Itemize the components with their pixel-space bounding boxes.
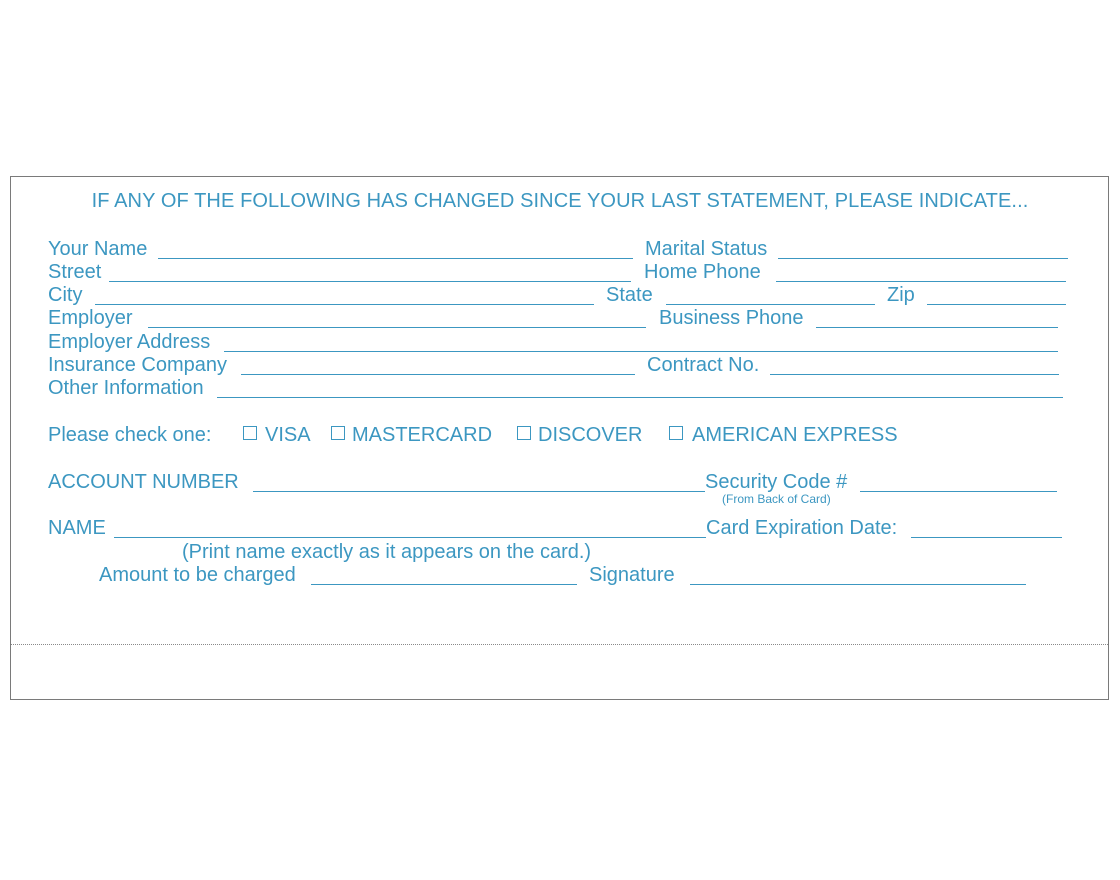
state-label: State (606, 284, 653, 306)
zip-field[interactable] (927, 304, 1066, 305)
security-code-field[interactable] (860, 491, 1057, 492)
street-label: Street (48, 261, 102, 283)
business-phone-label: Business Phone (659, 307, 804, 329)
card-expiration-field[interactable] (911, 537, 1062, 538)
american-express-label: AMERICAN EXPRESS (692, 424, 898, 446)
insurance-company-label: Insurance Company (48, 354, 227, 376)
home-phone-field[interactable] (776, 281, 1066, 282)
employer-label: Employer (48, 307, 133, 329)
form-heading: IF ANY OF THE FOLLOWING HAS CHANGED SINCE YOUR LAST STATEMENT, PLEASE INDICATE... (91, 190, 1029, 212)
your-name-field[interactable] (158, 258, 633, 259)
insurance-company-field[interactable] (241, 374, 635, 375)
contract-no-label: Contract No. (647, 354, 760, 376)
other-information-field[interactable] (217, 397, 1063, 398)
amount-label: Amount to be charged (99, 564, 296, 586)
signature-label: Signature (589, 564, 675, 586)
account-number-label: ACCOUNT NUMBER (48, 471, 239, 493)
business-phone-field[interactable] (816, 327, 1058, 328)
city-field[interactable] (95, 304, 594, 305)
your-name-label: Your Name (48, 238, 148, 260)
zip-label: Zip (887, 284, 915, 306)
security-code-note: (From Back of Card) (722, 492, 831, 506)
card-expiration-label: Card Expiration Date: (706, 517, 898, 539)
discover-checkbox[interactable] (517, 426, 531, 440)
american-express-checkbox[interactable] (669, 426, 683, 440)
home-phone-label: Home Phone (644, 261, 761, 283)
state-field[interactable] (666, 304, 875, 305)
employer-field[interactable] (148, 327, 646, 328)
perforation-line (11, 644, 1108, 645)
marital-status-label: Marital Status (645, 238, 768, 260)
card-name-label: NAME (48, 517, 106, 539)
account-number-field[interactable] (253, 491, 705, 492)
employer-address-label: Employer Address (48, 331, 211, 353)
card-name-field[interactable] (114, 537, 706, 538)
print-name-note: (Print name exactly as it appears on the card.) (182, 541, 592, 563)
visa-checkbox[interactable] (243, 426, 257, 440)
mastercard-label: MASTERCARD (352, 424, 493, 446)
amount-field[interactable] (311, 584, 577, 585)
security-code-label: Security Code # (705, 471, 848, 493)
other-information-label: Other Information (48, 377, 204, 399)
check-one-label: Please check one: (48, 424, 212, 446)
city-label: City (48, 284, 83, 306)
visa-label: VISA (265, 424, 311, 446)
mastercard-checkbox[interactable] (331, 426, 345, 440)
signature-field[interactable] (690, 584, 1026, 585)
employer-address-field[interactable] (224, 351, 1058, 352)
marital-status-field[interactable] (778, 258, 1068, 259)
contract-no-field[interactable] (770, 374, 1059, 375)
street-field[interactable] (109, 281, 631, 282)
discover-label: DISCOVER (538, 424, 643, 446)
